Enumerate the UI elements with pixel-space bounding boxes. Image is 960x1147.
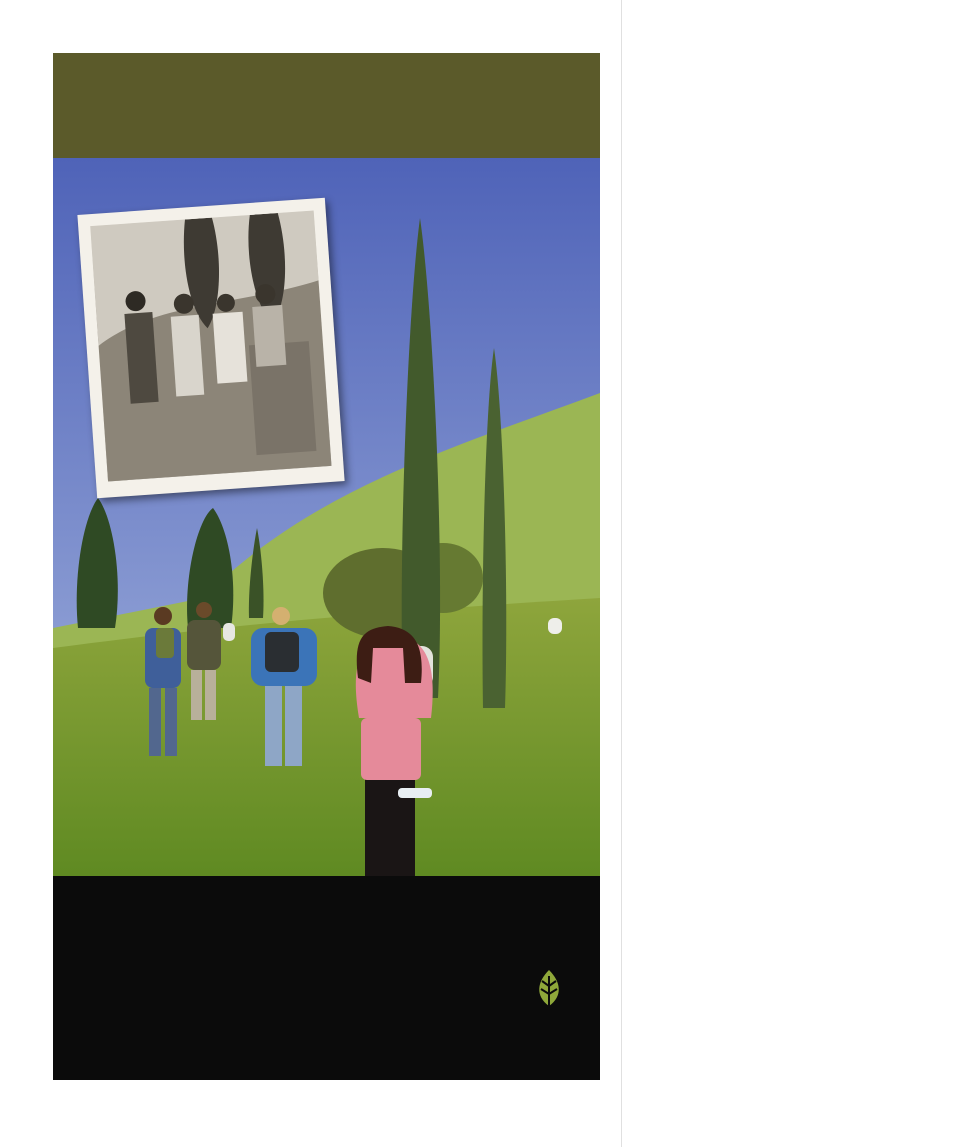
vintage-photo-1975 (77, 198, 344, 499)
park-district-advertisement (53, 53, 600, 1080)
ad-headline (53, 53, 600, 158)
hikers-scene-photo (53, 158, 600, 876)
ad-footer-panel (53, 876, 600, 1080)
vintage-photo-image (90, 211, 331, 482)
vintage-photo-illustration (90, 211, 331, 482)
page-gutter-divider (621, 0, 622, 1147)
leaf-logo-icon (533, 968, 565, 1012)
